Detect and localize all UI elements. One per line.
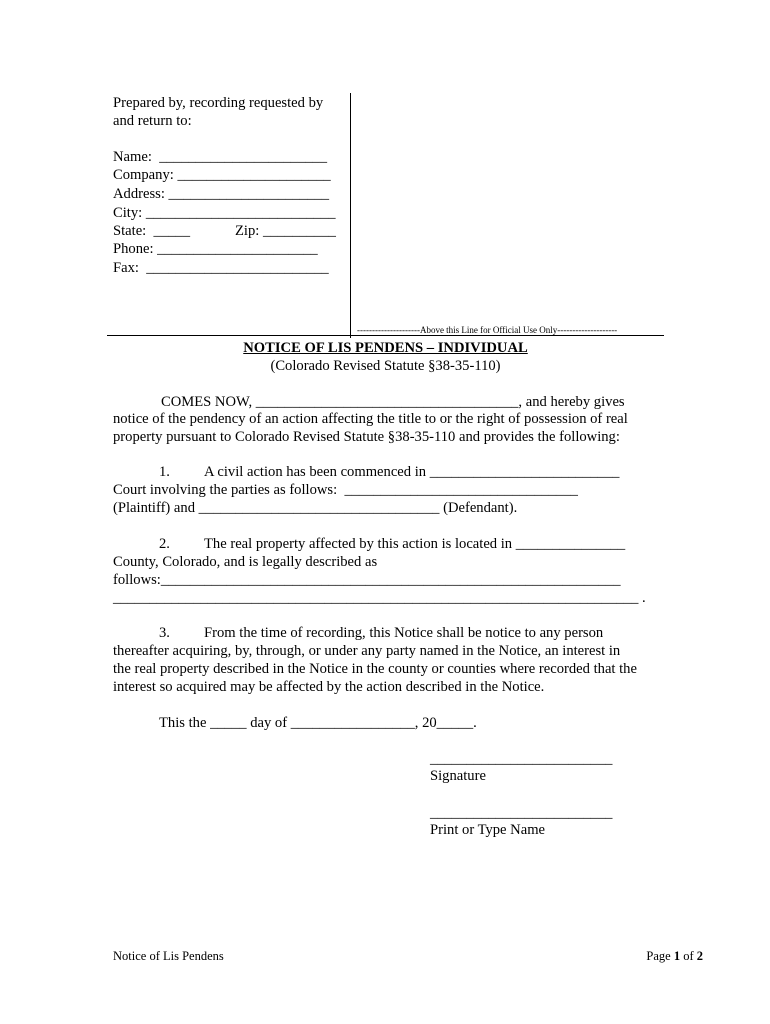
name-field[interactable]: Name: _______________________ <box>113 149 328 165</box>
item3-line2: thereafter acquiring, by, through, or under any party named in the Notice, an interest in <box>113 643 621 659</box>
item3-number: 3. <box>159 625 170 641</box>
zip-field[interactable]: Zip: __________ <box>235 223 336 239</box>
item3-line4: interest so acquired may be affected by the action described in the Notice. <box>113 679 545 695</box>
document-statute: (Colorado Revised Statute §38-35-110) <box>270 358 501 374</box>
item2-line2: County, Colorado, and is legally described as <box>113 554 378 570</box>
print-name-label: Print or Type Name <box>430 822 546 838</box>
official-use-line: ---------------------Above this Line for Official Use Only-------------------- <box>357 325 618 335</box>
recording-divider-vertical <box>350 93 351 338</box>
company-field[interactable]: Company: _____________________ <box>113 167 331 183</box>
date-line[interactable]: This the _____ day of _________________, 20_____. <box>159 715 477 731</box>
print-name-line[interactable]: _________________________ <box>430 805 613 821</box>
address-field[interactable]: Address: ______________________ <box>113 186 330 202</box>
recording-divider-horizontal <box>107 335 664 336</box>
item3-line1: From the time of recording, this Notice shall be notice to any person <box>204 625 604 641</box>
signature-line[interactable]: _________________________ <box>430 751 613 767</box>
item1-line1[interactable]: A civil action has been commenced in __________________________ <box>204 464 620 480</box>
intro-line3: property pursuant to Colorado Revised Statute §38-35-110 and provides the following: <box>113 429 620 445</box>
item1-line3[interactable]: (Plaintiff) and _________________________________ (Defendant). <box>113 500 518 516</box>
item2-number: 2. <box>159 536 170 552</box>
item2-line1[interactable]: The real property affected by this action is located in _______________ <box>204 536 626 552</box>
item1-number: 1. <box>159 464 170 480</box>
page-number: Page 1 of 2 <box>646 949 703 963</box>
phone-field[interactable]: Phone: ______________________ <box>113 241 318 257</box>
item2-line3[interactable]: follows:_______________________________________________________________ <box>113 572 621 588</box>
footer-title: Notice of Lis Pendens <box>113 949 224 963</box>
item2-line4[interactable]: ________________________________________________________________________ . <box>113 590 646 606</box>
item3-line3: the real property described in the Notice in the county or counties where recorded that the <box>113 661 637 677</box>
intro-line1[interactable]: COMES NOW, ____________________________________, and hereby gives <box>161 394 625 410</box>
prepared-by-line2: and return to: <box>113 113 192 129</box>
intro-line2: notice of the pendency of an action affecting the title to or the right of possession of real <box>113 411 628 427</box>
city-field[interactable]: City: __________________________ <box>113 205 336 221</box>
item1-line2[interactable]: Court involving the parties as follows: ________________________________ <box>113 482 578 498</box>
fax-field[interactable]: Fax: _________________________ <box>113 260 329 276</box>
state-field[interactable]: State: _____ <box>113 223 191 239</box>
signature-label: Signature <box>430 768 486 784</box>
prepared-by-line1: Prepared by, recording requested by <box>113 95 324 111</box>
document-title: NOTICE OF LIS PENDENS – INDIVIDUAL <box>243 340 528 356</box>
